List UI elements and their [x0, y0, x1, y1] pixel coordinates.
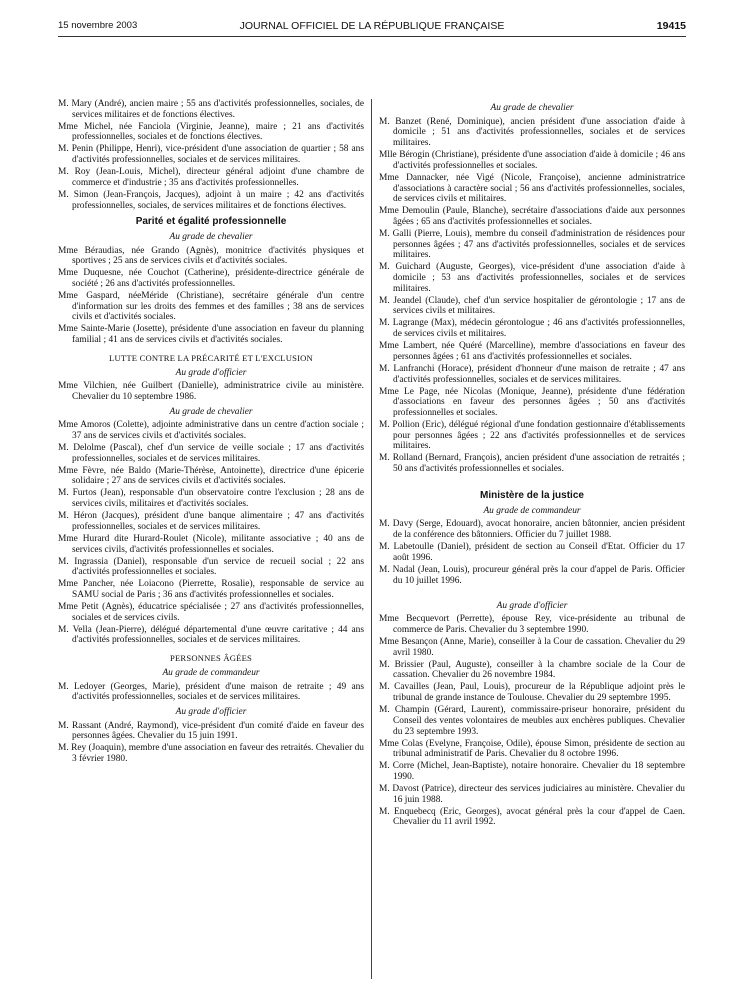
decoration-entry: M. Cavailles (Jean, Paul, Louis), procureur de la République adjoint près le tribunal de grande instance de Toulouse. Chevalier du 29 septembre 1995. [379, 682, 685, 704]
decoration-entry: Mme Michel, née Fanciola (Virginie, Jeanne), maire ; 21 ans d'activités professionnelles, sociales et de fonctions électives. [58, 121, 364, 143]
decoration-entry: Mme Lambert, née Quéré (Marcelline), membre d'associations en faveur des personnes âgées ; 61 ans d'activités professionnelles et sociales. [379, 341, 685, 362]
decoration-entry: Mme Duquesne, née Couchot (Catherine), présidente-directrice générale de société ; 26 ans d'activités professionnelles. [58, 268, 364, 290]
left-column [58, 99, 364, 766]
decoration-entry: M. Enquebecq (Eric, Georges), avocat général près la cour d'appel de Caen. Chevalier du 11 avril 1992. [379, 806, 685, 828]
decoration-entry: Mme Becquevort (Perrette), épouse Rey, vice-présidente au tribunal de commerce de Paris. Chevalier du 3 septembre 1990. [379, 614, 685, 635]
decoration-entry: M. Furtos (Jean), responsable d'un observatoire contre l'exclusion ; 28 ans de services civils, militaires et d'activités sociales. [58, 488, 364, 510]
decoration-entry: M. Simon (Jean-François, Jacques), adjoint à un maire ; 42 ans d'activités professionnelles, sociales, de services militaires et de fonctions électives. [58, 189, 364, 211]
decoration-entry: M. Davy (Serge, Edouard), avocat honoraire, ancien bâtonnier, ancien président de la conférence des bâtonniers. Officier du 7 juillet 1988. [379, 519, 685, 541]
grade-heading: Au grade d'officier [496, 600, 568, 611]
decoration-entry: M. Champin (Gérard, Laurent), commissaire-priseur honoraire, président du Conseil des ventes volontaires de meubles aux enchères publiques. Chevalier du 23 septembre 1993. [379, 705, 685, 737]
publication-date: 15 novembre 2003 [58, 20, 138, 31]
subsection-heading: LUTTE CONTRE LA PRÉCARITÉ ET L'EXCLUSION [109, 352, 313, 363]
grade-heading: Au grade de chevalier [169, 406, 253, 417]
grade-heading: Au grade de commandeur [483, 505, 581, 516]
decoration-entry: Mme Demoulin (Paule, Blanche), secrétaire d'associations d'aide aux personnes âgées ; 65 ans d'activités professionnelles et sociales. [379, 206, 685, 227]
section-heading: Ministère de la justice [480, 490, 584, 502]
decoration-entry: M. Nadal (Jean, Louis), procureur général près la cour d'appel de Paris. Officier du 10 juillet 1996. [379, 564, 685, 586]
decoration-entry: M. Rassant (André, Raymond), vice-président d'un comité d'aide en faveur des personnes âgées. Chevalier du 15 juin 1991. [58, 720, 364, 742]
column-divider [371, 99, 372, 979]
decoration-entry: M. Jeandel (Claude), chef d'un service hospitalier de gérontologie ; 17 ans de services civils et militaires. [379, 295, 685, 317]
decoration-entry: M. Guichard (Auguste, Georges), vice-président d'une association d'aide à domicile ; 53 ans d'activités professionnelles, sociales et de services militaires. [379, 262, 685, 294]
decoration-entry: M. Roy (Jean-Louis, Michel), directeur général adjoint d'une chambre de commerce et d'industrie ; 35 ans d'activités professionnelles. [58, 167, 364, 188]
page-number: 19415 [656, 20, 686, 32]
grade-heading: Au grade de chevalier [490, 103, 574, 113]
decoration-entry: Mme Pancher, née Loiacono (Pierrette, Rosalie), responsable de service au SAMU social de Paris ; 36 ans d'activités professionnelles et sociales. [58, 579, 364, 600]
decoration-entry: Mme Vilchien, née Guilbert (Danielle), administratrice civile au ministère. Chevalier du 10 septembre 1986. [58, 381, 364, 402]
decoration-entry: Mme Fèvre, née Baldo (Marie-Thérèse, Antoinette), directrice d'une épicerie solidaire ; 27 ans de services civils et d'activités sociales. [58, 465, 364, 487]
decoration-entry: M. Penin (Philippe, Henri), vice-président d'une association de quartier ; 58 ans d'activités professionnelles, sociales et de services militaires. [58, 144, 364, 166]
subsection-heading: PERSONNES ÂGÉES [169, 653, 253, 664]
decoration-entry: M. Labetoulle (Daniel), président de section au Conseil d'Etat. Officier du 17 août 1996. [379, 542, 685, 563]
decoration-entry: Mme Besançon (Anne, Marie), conseiller à la Cour de cassation. Chevalier du 29 avril 1980. [379, 636, 685, 658]
spacer [379, 476, 685, 485]
decoration-entry: Mlle Bérogin (Christiane), présidente d'une association d'aide à domicile ; 46 ans d'activités professionnelles et sociales. [379, 150, 685, 171]
decoration-entry: M. Lagrange (Max), médecin gérontologue ; 46 ans d'activités professionnelles, de services civils et militaires. [379, 318, 685, 340]
decoration-entry: M. Ingrassia (Daniel), responsable d'un service de recueil social ; 22 ans d'activités professionnelles et sociales. [58, 556, 364, 578]
decoration-entry: M. Rey (Joaquin), membre d'une association en faveur des retraités. Chevalier du 3 février 1980. [58, 743, 364, 765]
decoration-entry: M. Banzet (René, Dominique), ancien président d'une association d'aide à domicile ; 51 ans d'activités professionnelles, sociales et de services militaires. [379, 116, 685, 149]
decoration-entry: M. Vella (Jean-Pierre), délégué départemental d'une œuvre caritative ; 44 ans d'activités professionnelles, sociales et de services militaires. [58, 624, 364, 646]
decoration-entry: Mme Petit (Agnès), éducatrice spécialisée ; 27 ans d'activités professionnelles, sociales et de services civils. [58, 601, 364, 623]
decoration-entry: M. Pollion (Eric), délégué régional d'une fondation gestionnaire d'établissements pour personnes âgées ; 22 ans d'activités professionnelles et de services militaires. [379, 419, 685, 452]
decoration-entry: M. Davost (Patrice), directeur des services judiciaires au ministère. Chevalier du 16 juin 1988. [379, 783, 685, 805]
decoration-entry: Mme Dannacker, née Vigé (Nicole, Françoise), ancienne administratrice d'associations à caractère social ; 56 ans d'activités professionnelles, sociales, de services civils et militaires. [379, 172, 685, 205]
decoration-entry: Mme Gaspard, néeMéride (Christiane), secrétaire générale d'un centre d'information sur les droits des femmes et des familles ; 38 ans de services civils et d'activités sociales. [58, 291, 364, 323]
grade-heading: Au grade d'officier [175, 367, 247, 378]
decoration-entry: M. Brissier (Paul, Auguste), conseiller à la chambre sociale de la Cour de cassation. Chevalier du 26 novembre 1984. [379, 659, 685, 681]
decoration-entry: Mme Le Page, née Nicolas (Monique, Jeanne), présidente d'une fédération d'associations en faveur des personnes âgées ; 50 ans d'activités professionnelles et sociales. [379, 386, 685, 418]
spacer [379, 588, 685, 597]
decoration-entry: M. Rolland (Bernard, François), ancien président d'une association de retraités ; 50 ans d'activités professionnelles et sociales. [379, 453, 685, 475]
journal-title: JOURNAL OFFICIEL DE LA RÉPUBLIQUE FRANÇAISE [239, 20, 505, 32]
decoration-entry: M. Lanfranchi (Horace), président d'honneur d'une maison de retraite ; 47 ans d'activités professionnelles, sociales et de services militaires. [379, 363, 685, 385]
decoration-entry: Mme Amoros (Colette), adjointe administrative dans un centre d'action sociale ; 37 ans de services civils et d'activités sociales. [58, 420, 364, 442]
header-rule [58, 36, 686, 37]
decoration-entry: M. Héron (Jacques), président d'une banque alimentaire ; 47 ans d'activités professionnelles, sociales et de services militaires. [58, 511, 364, 532]
decoration-entry: Mme Hurard dite Hurard-Roulet (Nicole), militante associative ; 40 ans de services civils, d'activités professionnelles et sociales. [58, 533, 364, 555]
section-heading: Parité et égalité professionnelle [135, 216, 287, 228]
grade-heading: Au grade de commandeur [162, 667, 260, 678]
decoration-entry: M. Mary (André), ancien maire ; 55 ans d'activités professionnelles, sociales, de services militaires et de fonctions électives. [58, 99, 364, 120]
decoration-entry: M. Ledoyer (Georges, Marie), président d'une maison de retraite ; 49 ans d'activités professionnelles, sociales et de services militaires. [58, 681, 364, 703]
grade-heading: Au grade de chevalier [169, 231, 253, 242]
right-column [379, 99, 685, 829]
grade-heading: Au grade d'officier [175, 706, 247, 717]
decoration-entry: M. Corre (Michel, Jean-Baptiste), notaire honoraire. Chevalier du 18 septembre 1990. [379, 761, 685, 782]
decoration-entry: M. Delolme (Pascal), chef d'un service de veille sociale ; 17 ans d'activités professionnelles, sociales et de services militaires. [58, 443, 364, 464]
decoration-entry: Mme Colas (Evelyne, Françoise, Odile), épouse Simon, présidente de section au tribunal administratif de Paris. Chevalier du 8 octobre 1996. [379, 738, 685, 760]
decoration-entry: Mme Sainte-Marie (Josette), présidente d'une association en faveur du planning familial ; 41 ans de services civils et d'activités sociales. [58, 324, 364, 346]
page-header [58, 20, 686, 34]
decoration-entry: Mme Béraudias, née Grando (Agnès), monitrice d'activités physiques et sportives ; 25 ans de services civils et d'activités sociales. [58, 245, 364, 267]
decoration-entry: M. Galli (Pierre, Louis), membre du conseil d'administration de résidences pour personnes âgées ; 47 ans d'activités professionnelles, sociales et de services militaires. [379, 228, 685, 261]
